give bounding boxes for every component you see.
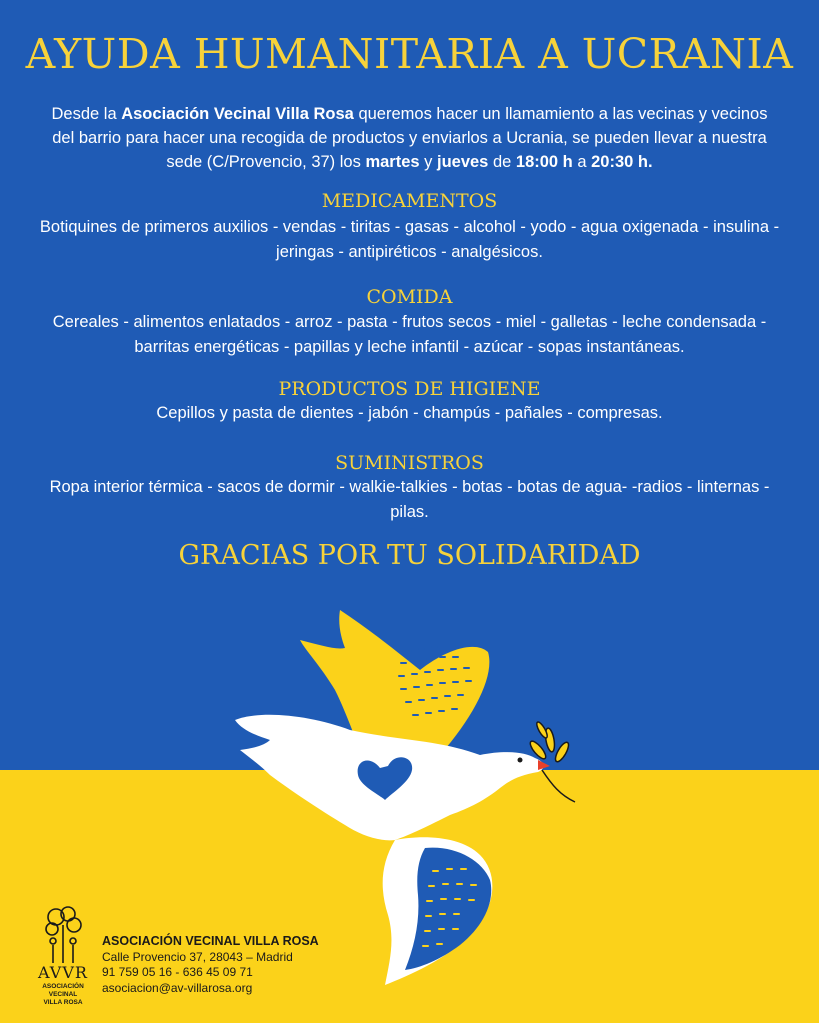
section-heading-medicamentos: MEDICAMENTOS bbox=[321, 190, 498, 212]
section-items-comida: Cereales - alimentos enlatados - arroz - pasta - frutos secos - miel - galletas - leche condensada - barritas energéticas - papillas y leche infantil - azúcar - sopas instantáneas. bbox=[52, 313, 767, 356]
section-heading-comida: COMIDA bbox=[366, 286, 453, 308]
logo-subtitle: ASOCIACIÓN VECINAL VILLA ROSA bbox=[42, 983, 84, 1006]
logo-abbreviation: AVVR bbox=[38, 963, 88, 982]
section-heading-higiene: PRODUCTOS DE HIGIENE bbox=[278, 378, 541, 400]
start-time: 18:00 h bbox=[515, 153, 573, 171]
section-items-medicamentos: Botiquines de primeros auxilios - vendas - tiritas - gasas - alcohol - yodo - agua oxigenada - insulina - jeringas - antipiréticos - analgésicos. bbox=[39, 218, 780, 261]
dove-eye bbox=[518, 758, 523, 763]
contact-block bbox=[102, 934, 402, 996]
end-time: 20:30 h. bbox=[591, 153, 653, 171]
day-tuesday: martes bbox=[365, 153, 420, 171]
day-thursday: jueves bbox=[436, 153, 489, 171]
section-items-suministros: Ropa interior térmica - sacos de dormir - walkie-talkies - botas - botas de agua- -radios - linternas - pilas. bbox=[49, 478, 770, 521]
page-title: AYUDA HUMANITARIA A UCRANIA bbox=[25, 30, 794, 78]
contact-email[interactable]: asociacion@av-villarosa.org bbox=[102, 980, 253, 995]
section-items-higiene: Cepillos y pasta de dientes - jabón - champús - pañales - compresas. bbox=[156, 404, 663, 422]
org-name: Asociación Vecinal Villa Rosa bbox=[121, 105, 354, 123]
contact-phones: 91 759 05 16 - 636 45 09 71 bbox=[102, 965, 253, 979]
dove-beak bbox=[538, 760, 550, 770]
thanks-message: GRACIAS POR TU SOLIDARIDAD bbox=[178, 540, 641, 571]
contact-address: Calle Provencio 37, 28043 – Madrid bbox=[102, 949, 293, 964]
tree-family-icon bbox=[38, 905, 88, 965]
section-heading-suministros: SUMINISTROS bbox=[335, 452, 484, 474]
intro-paragraph: Desde la Asociación Vecinal Villa Rosa queremos hacer un llamamiento a las vecinas y vecinos del barrio para hacer una recogida de productos y enviarlos a Ucrania, se pueden llevar a nuestra sede (C/Provencio, 37) los martes y jueves de 18:00 h a 20:30 h. bbox=[51, 105, 768, 171]
avvr-logo bbox=[28, 905, 98, 1010]
contact-org-name: ASOCIACIÓN VECINAL VILLA ROSA bbox=[102, 934, 319, 948]
